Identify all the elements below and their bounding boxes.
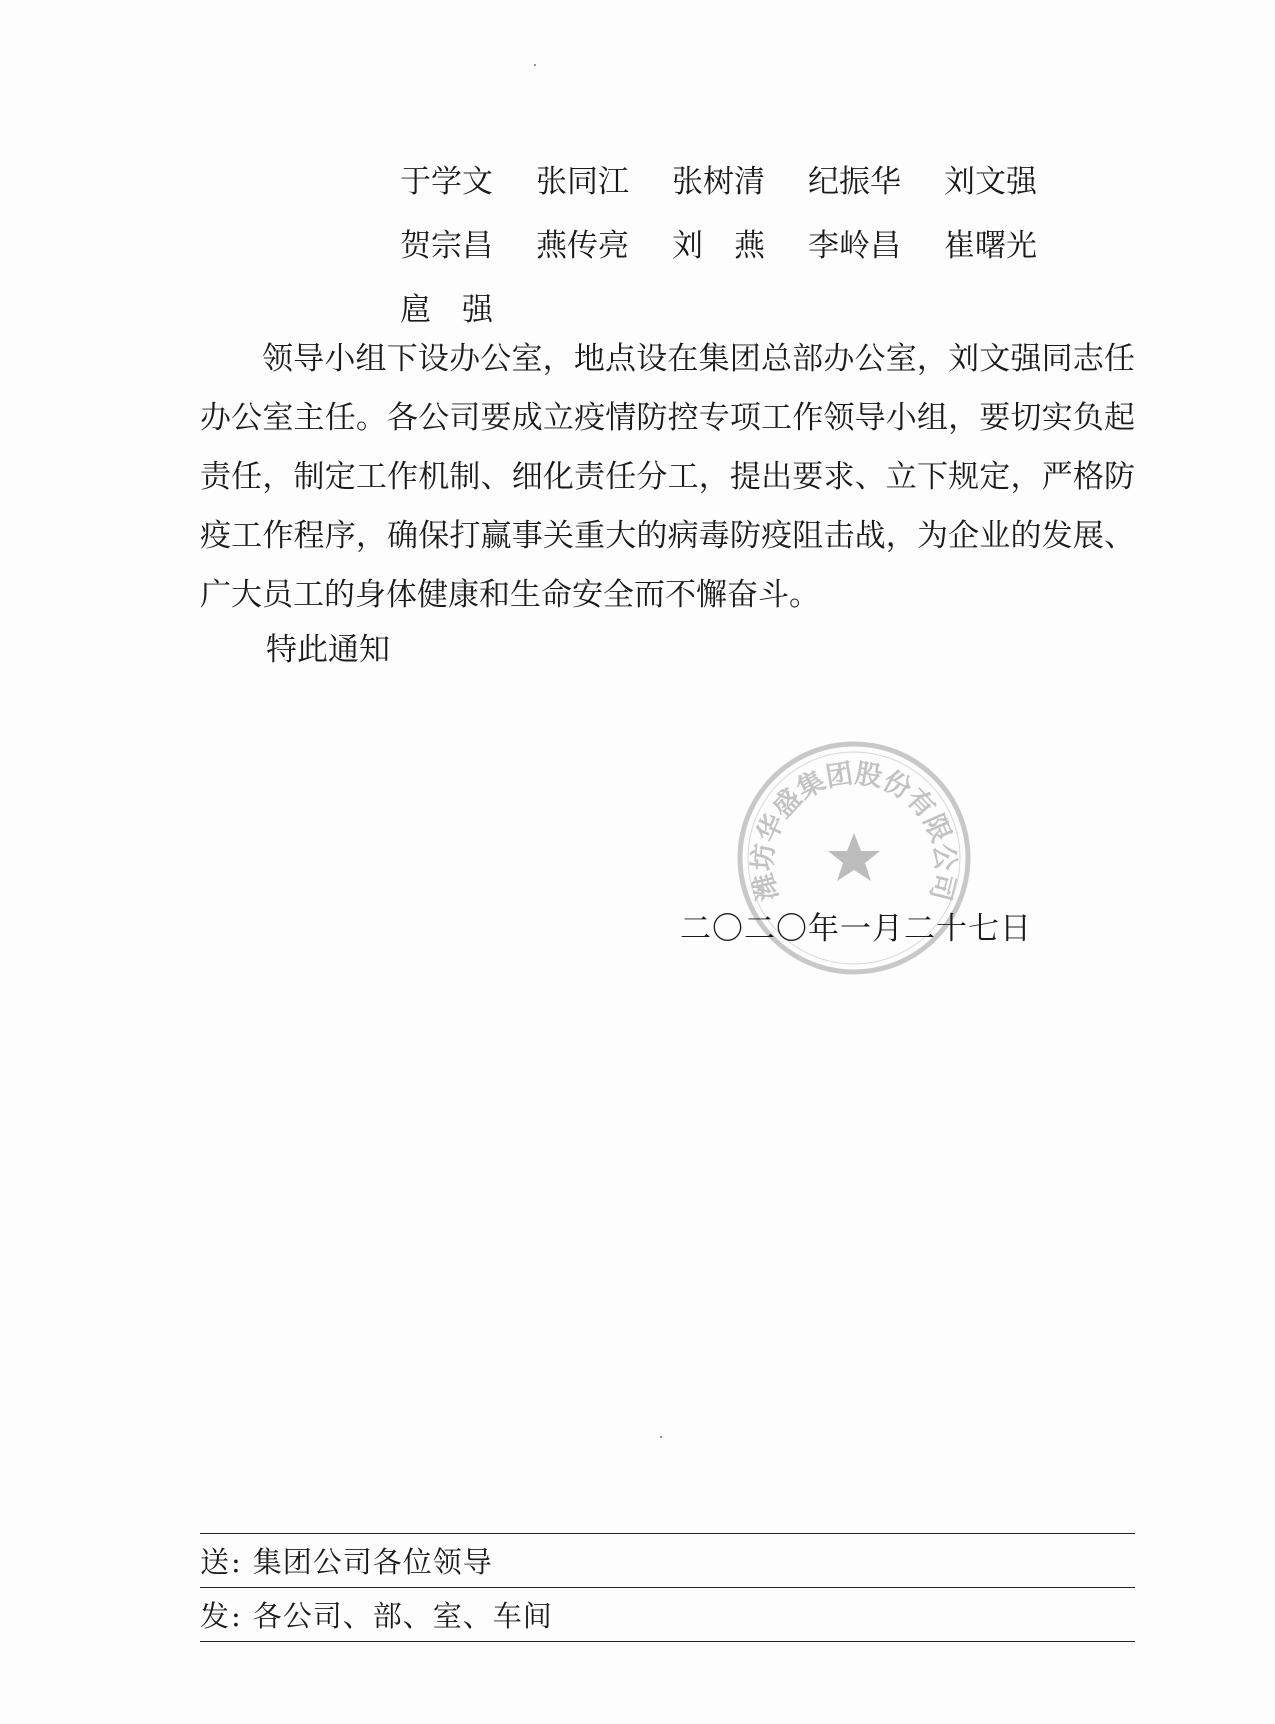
seal-star-icon xyxy=(828,833,880,881)
footer-issue-row xyxy=(200,1594,553,1635)
svg-text:潍坊华盛集团股份有限公司 xyxy=(747,758,961,904)
member-name: 扈 强 xyxy=(400,292,493,328)
body-paragraph: 领导小组下设办公室，地点设在集团总部办公室，刘文强同志任办公室主任。各公司要成立疫情防控专项工作领导小组，要切实负起责任，制定工作机制、细化责任分工，提出要求、立下规定，严格防疫工作程序，确保打赢事关重大的病毒防疫阻击战，为企业的发展、广大员工的身体健康和生命安全而不懈奋斗。 xyxy=(200,341,1135,613)
member-name: 刘 燕 xyxy=(672,228,765,264)
send-label: 送: xyxy=(200,1545,243,1579)
send-recipients: 集团公司各位领导 xyxy=(252,1545,493,1579)
member-name: 张树清 xyxy=(672,164,765,200)
member-name: 贺宗昌 xyxy=(400,228,493,264)
issue-date: 二〇二〇年一月二十七日 xyxy=(680,911,1032,947)
issue-recipients: 各公司、部、室、车间 xyxy=(252,1599,553,1633)
member-name: 纪振华 xyxy=(808,164,901,200)
body-text xyxy=(200,330,1135,625)
closing-line: 特此通知 xyxy=(266,632,390,668)
footer-divider xyxy=(200,1533,1135,1534)
member-name: 张同江 xyxy=(536,164,629,200)
scan-speck xyxy=(660,1436,662,1438)
member-row xyxy=(400,150,1080,214)
footer-divider xyxy=(200,1587,1135,1588)
member-name: 崔曙光 xyxy=(944,228,1037,264)
footer-send-row xyxy=(200,1540,493,1581)
footer-divider xyxy=(200,1641,1135,1642)
member-name: 于学文 xyxy=(400,164,493,200)
member-name: 燕传亮 xyxy=(536,228,629,264)
member-name: 刘文强 xyxy=(944,164,1037,200)
member-list xyxy=(400,150,1080,342)
scan-speck xyxy=(534,64,536,66)
seal-text: 潍坊华盛集团股份有限公司 xyxy=(747,758,961,904)
issue-label: 发: xyxy=(200,1599,243,1633)
member-name: 李岭昌 xyxy=(808,228,901,264)
member-row xyxy=(400,214,1080,278)
